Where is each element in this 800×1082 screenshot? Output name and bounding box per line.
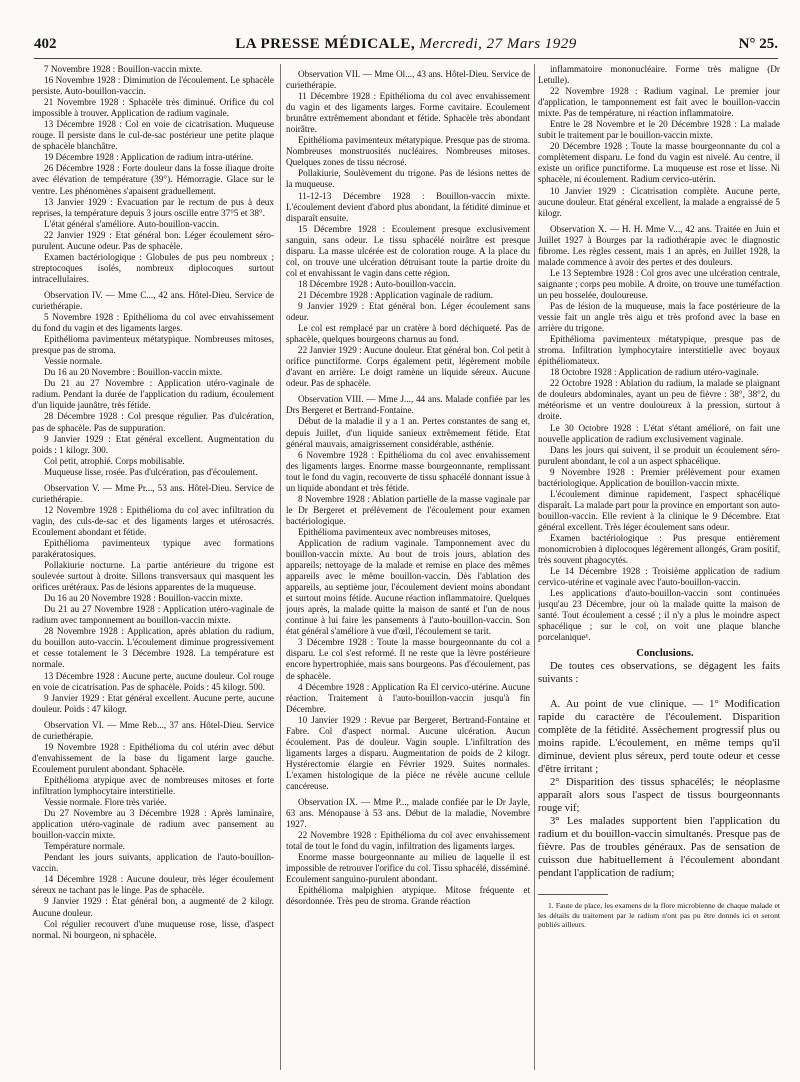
paragraph: Epithélioma malpighien atypique. Mitose fréquente et désordonnée. Très peu de stroma. Grande réaction	[286, 885, 530, 907]
text-column-right	[538, 64, 780, 1072]
paragraph: L'état général s'améliore. Auto-bouillon-vaccin.	[44, 218, 220, 229]
paragraph: Epithélioma pavimenteux métatypique. Presque pas de stroma. Nombreuses monstruosités nucléaires. Nombreuses mitoses. Quelques zones de tissu nécrosé.	[286, 135, 530, 168]
conclusions-heading: Conclusions.	[636, 648, 694, 660]
paragraph: 18 Octobre 1928 : Application de radium utéro-vaginale.	[550, 367, 759, 378]
paragraph: Epithélioma pavimenteux typique avec formations parakératosiques.	[32, 537, 274, 560]
issue-number: N° 25.	[738, 36, 778, 52]
paragraph: 11 Décembre 1928 : Epithélioma du col avec envahissement du vagin et des ligaments larges. Forme cavitaire. Ecoulement brunâtre extrêmement abondant et fétide. Sphacèle très abondant noirâtre.	[286, 91, 530, 135]
paragraph: Du 27 Novembre au 3 Décembre 1928 : Après laminaire, application utéro-vaginale de radium avec pansement au bouillon-vaccin mixte.	[32, 808, 274, 841]
paragraph: 9 Novembre 1928 : Premier prélèvement pour examen bactériologique. Application de bouillon-vaccin mixte.	[538, 466, 780, 488]
paragraph: 22 Octobre 1928 : Ablation du radium, la malade se plaignant de douleurs abdominales, ayant un peu de fièvre : 38°, 38°2, du météorisme et un ventre douloureux à la pression, surtout à droite.	[538, 378, 780, 422]
paragraph: Epithélioma pavimenteux avec nombreuses mitoses,	[298, 526, 491, 537]
paragraph: 19 Novembre 1928 : Epithélioma du col utérin avec début d'envahissement de la base du ligament large gauche. Ecoulement purulent abondant. Sphacèle.	[32, 741, 274, 774]
issue-date: Mercredi, 27 Mars 1929	[419, 36, 577, 52]
page-number: 402	[34, 36, 57, 52]
paragraph: 28 Décembre 1928 : Col presque régulier. Pas d'ulcération, pas de sphacèle. Pas de suppuration.	[32, 411, 274, 433]
paragraph: 9 Janvier 1929 : État général bon, a augmenté de 2 kilogr. Aucune douleur.	[32, 896, 274, 918]
paragraph: Le col est remplacé par un cratère à bord déchiqueté. Pas de sphacèle, quelques bourgeons charnus au fond.	[286, 323, 530, 345]
column-divider	[534, 64, 535, 1070]
paragraph: 14 Décembre 1928 : Aucune douleur, très léger écoulement séreux ne tachant pas le linge. Pas de sphacèle.	[32, 874, 274, 896]
observation-heading: Observation VIII. — Mme J..., 44 ans. Malade confiée par les Drs Bergeret et Bertrand-Fontaine.	[286, 394, 530, 416]
paragraph: Du 21 au 27 Novembre 1928 : Application utéro-vaginale de radium avec tamponnement au bouillon-vaccin mixte.	[32, 604, 274, 626]
paragraph: 22 Novembre 1928 : Radium vaginal. Le premier jour d'application, le tamponnement est fait avec le bouillon-vaccin mixte. Pas de température, ni réaction inflammatoire.	[538, 86, 780, 119]
observation-heading: Observation V. — Mme Pr..., 53 ans. Hôtel-Dieu. Service de curiethérapie.	[32, 482, 274, 504]
paragraph: 9 Janvier 1929 : Etat général bon. Léger écoulement sans odeur.	[286, 300, 530, 323]
observation-heading: Observation IX. — Mme P..., malade confiée par le Dr Jayle, 63 ans. Ménopause à 53 ans. Début de la maladie, Novembre 1927.	[286, 797, 530, 830]
paragraph: 10 Janvier 1929 : Cicatrisation complète. Aucune perte, aucune douleur. Etat général excellent, la malade a engraissé de 5 kilogr.	[538, 185, 780, 218]
paragraph: 8 Novembre 1928 : Ablation partielle de la masse vaginale par le Dr Bergeret et prélèvement de l'écoulement pour examen bactériologique.	[286, 493, 530, 526]
paragraph: Examen bactériologique : Pus presque entièrement monomicrobien à diplocoques légèrement allongés, Gram positif, très souvent phagocytés.	[538, 532, 780, 566]
paragraph: 16 Novembre 1928 : Diminution de l'écoulement. Le sphacèle persiste. Auto-bouillon-vaccin.	[32, 75, 274, 97]
paragraph: Application de radium vaginale. Tamponnement avec du bouillon-vaccin mixte. Au bout de trois jours, ablation des appareils; nettoyage de la malade et remise en place des mêmes appareils avec le même bouillon-vaccin. Dès l'ablation des appareils, au septième jour, l'écoulement devient moins abondant et surtout moins fétide. Aucune réaction inflammatoire. Quelques jours après, la malade quitte la maison de santé et l'un de nous continue à lui faire les pansements à l'auto-bouillon-vaccin. Son état général s'améliore à vue d'œil, l'écoulement se tarit.	[286, 537, 530, 637]
paragraph: Début de la maladie il y a 1 an. Pertes constantes de sang et, depuis Juillet, d'un liquide sanieux extrêmement fétide. Etat général mauvais, amaigrissement considérable, asthénie.	[286, 416, 530, 449]
text-column-left	[32, 64, 274, 1072]
text-column-middle	[286, 64, 530, 1072]
paragraph: Epithélioma pavimenteux métatypique, presque pas de stroma. Infiltration lymphocytaire interstitielle avec boyaux épithéliomateux.	[538, 334, 780, 367]
paragraph: Le 13 Septembre 1928 : Col gros avec une ulcération centrale, saignante ; corps peu mobile. A droite, on trouve une tuméfaction un peu bosselée, douloureuse.	[538, 267, 780, 300]
observation-heading: Observation X. — H. H. Mme V..., 42 ans. Traitée en Juin et Juillet 1927 à Bourges par la radiothérapie avec le diagnostic fibrome. Les règles cessent, mais 1 an après, en Juillet 1928, la malade commence à avoir des pertes et des douleurs.	[538, 223, 780, 267]
paragraph: 15 Décembre 1928 : Ecoulement presque exclusivement sanguin, sans odeur. Le tissu sphacélé noirâtre est presque disparu. La masse ulcérée est de coloration rouge. A la place du col, on trouve une ulcération détruisant toute la partie droite du col et envahissant le vagin dans cette région.	[286, 223, 530, 278]
paragraph: L'écoulement diminue rapidement, l'aspect sphacélique disparaît. La malade part pour la province en emportant son auto-bouillon-vaccin. Elle revient à la clinique le 9 Décembre. Etat général excellent. Très léger écoulement sans odeur.	[538, 488, 780, 532]
paragraph: 9 Janvier 1929 : Etat général excellent. Augmentation du poids : 1 kilogr. 300.	[32, 433, 274, 455]
paragraph: 13 Décembre 1928 : Col en voie de cicatrisation. Muqueuse rouge. Il persiste dans le cul-de-sac postérieur une petite plaque de sphacèle blanchâtre.	[32, 119, 274, 152]
conclusion-point: A. Au point de vue clinique. — 1° Modification rapide du caractère de l'écoulement. Disparition complète de la fétidité. Assèchement progressif plus ou moins rapide. L'écoulement, en même temps qu'il diminue, devient plus séreux, perd toute odeur et cesse d'être irritant ;	[538, 699, 780, 776]
paragraph: 22 Novembre 1928 : Epithélioma du col avec envahissement total de tout le fond du vagin, infiltration des ligaments larges.	[286, 830, 530, 852]
paragraph: Vessie normale.	[44, 356, 103, 367]
paragraph: 22 Janvier 1929 : Aucune douleur. Etat général bon. Col petit à orifice punctiforme. Corps également petit, légèrement mobile d'avant en arrière. Le doigt ramène un liquide séreux. Aucune odeur. Pas de sphacèle.	[286, 345, 530, 389]
paragraph: Muqueuse lisse, rosée. Pas d'ulcération, pas d'écoulement.	[44, 466, 258, 477]
journal-masthead	[34, 36, 778, 53]
paragraph: 9 Janvier 1929 : Etat général excellent. Aucune perte, aucune douleur. Poids : 47 kilogr.	[32, 692, 274, 714]
paragraph: Température normale.	[44, 841, 125, 852]
paragraph: 20 Décembre 1928 : Toute la masse bourgeonnante du col a complètement disparu. Le fond du vagin est nivelé. Au centre, il existe un orifice punctiforme. La muqueuse est rose et lisse. Ni sphacèle, ni écoulement. Radium cervico-utérin.	[538, 141, 780, 185]
paragraph: Pas de lésion de la muqueuse, mais la face postérieure de la vessie fait un angle très aigu et très profond avec la base en arrière du trigone.	[538, 300, 780, 334]
paragraph: Col régulier recouvert d'une muqueuse rose, lisse, d'aspect normal. Ni bourgeon, ni sphacèle.	[32, 918, 274, 940]
paragraph: Enorme masse bourgeonnante au milieu de laquelle il est impossible de retrouver l'orifice du col. Tissu sphacélé, disséminé. Ecoulement sanguino-purulent abondant.	[286, 852, 530, 885]
observation-heading: Observation VI. — Mme Reb..., 37 ans. Hôtel-Dieu. Service de curiethérapie.	[32, 719, 274, 741]
paragraph: Col petit, atrophié. Corps mobilisable.	[44, 455, 185, 466]
paragraph: Pendant les jours suivants, application de l'auto-bouillon-vaccin.	[32, 852, 274, 874]
conclusion-point: 2° Disparition des tissus sphacélés; le néoplasme apparaît alors sous l'aspect de tissus bourgeonnants rouge vif;	[538, 777, 780, 815]
footnote-rule	[538, 894, 608, 895]
paragraph: Pollakiurie nocturne. La partie antérieure du trigone est soulevée surtout à droite. Sillons transversaux qui masquent les orifices urétéraux. Pas de lésions apparentes de la muqueuse.	[32, 560, 274, 593]
paragraph: 19 Décembre 1928 : Application de radium intra-utérine.	[44, 152, 254, 163]
conclusions-section	[538, 647, 780, 880]
paragraph: 18 Décembre 1928 : Auto-bouillon-vaccin.	[298, 278, 456, 289]
paragraph: Examen bactériologique : Globules de pus peu nombreux ; streptocoques isolés, nombreux diplocoques surtout intracellulaires.	[32, 251, 274, 284]
paragraph: inflammatoire mononucléaire. Forme très maligne (Dr Letulle).	[538, 64, 780, 86]
paragraph: 5 Novembre 1928 : Epithélioma du col avec envahissement du fond du vagin et des ligaments larges.	[32, 312, 274, 334]
paragraph: 7 Novembre 1928 : Bouillon-vaccin mixte.	[44, 64, 203, 74]
paragraph: 12 Novembre 1928 : Epithélioma du col avec infiltration du vagin, des culs-de-sac et des ligaments larges et utérosacrés. Ecoulement abondant et fétide.	[32, 504, 274, 537]
column-divider	[280, 64, 281, 1070]
paragraph: 13 Décembre 1928 : Aucune perte, aucune douleur. Col rouge en voie de cicatrisation. Pas de sphacèle. Poids : 45 kilogr. 500.	[32, 670, 274, 692]
paragraph: 6 Novembre 1928 : Epithélioma du col avec envahissement des ligaments larges. Enorme masse bourgeonnante, remplissant tout le fond du vagin, recouverte de tissu sphacélé donnant issue à un liquide abondant et très fétide.	[286, 449, 530, 493]
paragraph: 10 Janvier 1929 : Revue par Bergeret, Bertrand-Fontaine et Fabre. Col d'aspect normal. Aucune ulcération. Aucun écoulement. Pas de douleur. Vagin souple. L'infiltration des ligaments larges a disparu. Augmentation de poids de 2 kilogr. Hystérectomie élargie en Février 1929. Suites normales. L'examen histologique de la pièce ne révèle aucune cellule cancéreuse.	[286, 714, 530, 791]
footnote: 1. Faute de place, les examens de la flore microbienne de chaque malade et les détails du traitement par le radium n'ont pas pu être donnés ici et seront publiés ailleurs.	[538, 901, 780, 929]
paragraph: Epithélioma atypique avec de nombreuses mitoses et forte infiltration lymphocytaire interstitielle.	[32, 774, 274, 796]
paragraph: 26 Décembre 1928 : Forte douleur dans la fosse iliaque droite avec élévation de température (39°). Hémorragie. Glace sur le ventre. Les phénomènes s'apaisent graduellement.	[32, 163, 274, 196]
paragraph: 4 Décembre 1928 : Application Ra El cervico-utérine. Aucune réaction. Traitement à l'auto-bouillon-vaccin jusqu'à fin Décembre.	[286, 681, 530, 714]
paragraph: Le 14 Décembre 1928 : Troisième application de radium cervico-utérine et vaginale avec l'auto-bouillon-vaccin.	[538, 566, 780, 588]
paragraph: Les applications d'auto-bouillon-vaccin sont continuées jusqu'au 23 Décembre, jour où la malade quitte la maison de santé. Tout écoulement a cessé ; il n'y a plus le moindre aspect sphacélique ; sur le col, on voit une plaque blanche porcelanique¹.	[538, 588, 780, 643]
paragraph: Pollakiurie, Soulèvement du trigone. Pas de lésions nettes de la muqueuse.	[286, 168, 530, 190]
journal-title: LA PRESSE MÉDICALE,	[235, 36, 416, 52]
paragraph: 22 Janvier 1929 : Etat général bon. Léger écoulement séro-purulent. Aucune odeur. Pas de sphacèle.	[32, 229, 274, 251]
paragraph: Du 16 au 20 Novembre 1928 : Bouillon-vaccin mixte.	[44, 593, 243, 604]
paragraph: Du 21 au 27 Novembre : Application utéro-vaginale de radium. Pendant la durée de l'application du radium, écoulement d'un liquide jaunâtre, très fétide.	[32, 378, 274, 411]
paragraph: 11-12-13 Décembre 1928 : Bouillon-vaccin mixte. L'écoulement devient d'abord plus abondant, la fétidité diminue et disparaît ensuite.	[286, 190, 530, 223]
paragraph: 3 Décembre 1928 : Toute la masse bourgeonnante du col a disparu. Le col s'est reformé. Il ne reste que la lèvre postérieure encore hypertrophiée, mais sans bourgeons. Pas d'écoulement, pas de sphacèle.	[286, 637, 530, 681]
paragraph: 21 Décembre 1928 : Application vaginale de radium.	[298, 289, 493, 300]
paragraph: Entre le 28 Novembre et le 20 Décembre 1928 : La malade subit le traitement par le bouillon-vaccin mixte.	[538, 119, 780, 141]
paragraph: Epithélioma pavimenteux métatypique. Nombreuses mitoses, presque pas de stroma.	[32, 334, 274, 356]
paragraph: 21 Novembre 1928 : Sphacèle très diminué. Orifice du col impossible à trouver. Application de radium vaginale.	[32, 97, 274, 119]
paragraph: 13 Janvier 1929 : Evacuation par le rectum de pus à deux reprises, la température depuis 3 jours oscille entre 37°5 et 38°.	[32, 196, 274, 218]
paragraph: Dans les jours qui suivent, il se produit un écoulement séro-purulent abondant, le col a un aspect sphacélique.	[538, 444, 780, 466]
conclusion-point: 3° Les malades supportent bien l'application du radium et du bouillon-vaccin simultanés. Presque pas de fièvre. Pas de troubles généraux. Pas de sensation de cuisson due habituellement à l'écoulement abondant pendant l'application de radium;	[538, 816, 780, 880]
observation-heading: Observation VII. — Mme Ol..., 43 ans. Hôtel-Dieu. Service de curiethérapie.	[286, 69, 530, 91]
paragraph: Du 16 au 20 Novembre : Bouillon-vaccin mixte.	[44, 367, 223, 378]
paragraph: Le 30 Octobre 1928 : L'état s'étant amélioré, on fait une nouvelle application de radium exclusivement vaginale.	[538, 422, 780, 444]
conclusions-lead: De toutes ces observations, se dégagent les faits suivants :	[538, 661, 780, 686]
paragraph: Vessie normale. Flore très variée.	[44, 797, 167, 808]
observation-heading: Observation IV. — Mme C..., 42 ans. Hôtel-Dieu. Service de curiethérapie.	[32, 289, 274, 311]
paragraph: 28 Novembre 1928 : Application, après ablation du radium, du bouillon auto-vaccin. L'écoulement diminue progressivement et cesse totalement le 3 Décembre 1928. La température est normale.	[32, 626, 274, 670]
page-header	[34, 36, 778, 59]
